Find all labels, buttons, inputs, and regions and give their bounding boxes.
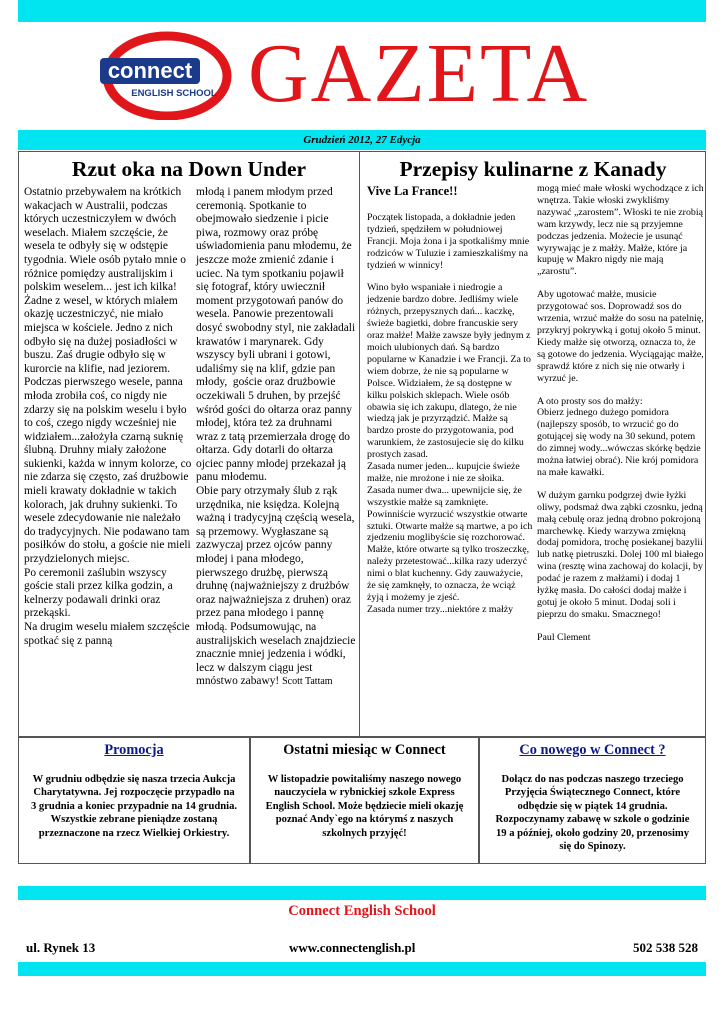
right-headline: Przepisy kulinarne z Kanady [399,157,667,181]
paragraph: mogą mieć małe włoski wychodzące z ich wnętrza. Takie włoski zwykliśmy nazywać „zarostem”. Włoski te nie zrobią wam krzywdy, lecz nie są przyjemne podczas jedzenia. Możecie je usunąć wyrywając je z małży. Małże, które ja kupuję w Makro nigdy nie mają „zarostu”. [537,183,707,278]
box-text: W listopadzie powitaliśmy naszego nowego nauczyciela w rybnickiej szkole Express English School. Może będziecie mieli okazję poznać Andy`ego na którymś z naszych szkolnych przyjęć! [265,774,464,839]
footer-address: ul. Rynek 13 [26,940,96,955]
paragraph: Początek listopada, a dokładnie jeden tydzień, spędziłem w południowej Francji. Moja żona i ja spotkaliśmy mnie rodziców w Tuluzie i zamieszkaliśmy na tydzień w winnicy! [367,211,532,271]
right-article-column-2 [537,183,707,644]
box-title: Co nowego w Connect ? [519,742,666,758]
paragraph: W dużym garnku podgrzej dwie łyżki oliwy, podsmaż dwa ząbki czosnku, jedną małą cebulę oraz jedną drobno pokrojoną marchewkę. Kiedy warzywa zmiękną dodaj pomidora, trochę posiekanej bazylii lub natkę pietruszki. Dolej 100 ml białego wina (resztę wina zachowaj do kolacji, by podać je razem z małżami) i dodaj 1 łyżkę masła. Do całości dodaj małże i gotuj je około 5 minut. Dodaj soli i pieprzu do smaku. Smacznego! [537,489,706,620]
left-article-column-1 [24,186,194,648]
paragraph: Zasada numer dwa... upewnijcie się, że wszystkie małże są zamknięte. Powinniście wyrzucić wszystkie otwarte sztuki. Otwarte małże są martwe, a po ich zjedzeniu moglibyście się rozchorować. Małże, które otwarte są tylko troszeczkę, należy przetestować...kilka razy uderzyć nimi o blat kuchenny. Gdy zauważycie, że się zamknęły, to oznacza, że wciąż żyją i możemy je zjeść. [367,484,535,603]
whats-new-box [479,737,706,864]
paragraph: A oto prosty sos do małży: Obierz jednego dużego pomidora (najlepszy sposób, to wrzucić go do gotującej się wody na 30 sekund, potem do zimnej wody...wówczas skórkę będzie można łatwiej obrać). Nie krój pomidora na małe kawałki. [537,395,701,478]
author-byline: Scott Tattam [282,676,333,688]
box-text: Dołącz do nas podczas naszego trzeciego Przyjęcia Świątecznego Connect, które odbędzie się w piątek 14 grudnia. Rozpoczynamy zabawę w szkole o godzinie 19 a później, około godziny 20, przenosimy się do Spinozy. [495,774,690,853]
footer-bar-top [18,886,706,900]
connect-logo [92,30,242,120]
footer-website[interactable]: www.connectenglish.pl [289,940,416,955]
footer-phone: 502 538 528 [633,940,698,955]
left-article-column-2 [196,186,359,689]
logo-sub: ENGLISH SCHOOL [131,88,217,99]
promo-box [18,737,250,864]
top-accent-bar [18,0,706,22]
logo-word: connect [107,58,193,83]
footer-bar-bottom [18,962,706,976]
paragraph: Aby ugotować małże, musicie przygotować sos. Doprowadź sos do wrzenia, wrzuć małże do sosu na patelnię, przykryj pokrywką i gotuj około 5 minut. Kiedy małże się otworzą, oznacza to, że są gotowe do jedzenia. Wyciągając małże, sprawdź które z nich się nie otwarły i wyrzuć je. [537,289,707,384]
right-article-column-1 [367,186,533,616]
column-divider [359,151,360,737]
left-headline: Rzut oka na Down Under [71,157,307,181]
paragraph: Wino było wspaniałe i niedrogie a jedzenie bardzo dobre. Jedliśmy wiele różnych, przepysznych dań... kaczkę, świeże bagietki, dobre francuskie sery oraz małże! Małże zawsze były jednym z moich ulubionych dań. Są bardzo popularne w Kanadzie i we Francji. Za to wiem dobrze, że nie są popularne w Polsce. Widziałem, że są dostępne w kilku polskich sklepach. Wiele osób obawia się ich zakupu, dlatego, że nie wiedzą jak je przyrządzić. Małże są bardzo proste do przygotowania, pod warunkiem, że zastosujecie się do kilku prostych zasad. [367,282,534,461]
box-title: Ostatni miesiąc w Connect [283,742,446,758]
footer-school-name: Connect English School [288,903,436,919]
author-byline: Paul Clement [537,631,591,643]
paragraph: Zasada numer jeden... kupujcie świeże małże, nie mrożone i nie ze słoika. [367,461,523,484]
masthead-title: GAZETA [248,27,590,120]
paragraph: Po ceremonii zaślubin wszyscy goście stali przez kilka godzin, a kelnerzy podawali drinki oraz przekąski. [24,566,176,620]
paragraph-text: Obie pary otrzymały ślub z rąk urzędnika, nie księdza. Kolejną ważną i tradycyjną częścią wesela, są przemowy. Wygłaszane są zazwyczaj przez ojców panny młodej i pana młodego, pierwszego drużbę, pierwszą druhnę (najważniejszy z drużbów oraz najważniejsza z druhen) oraz przez pana młodego i pannę młodą. Podsumowując, na australijskich weselach znajdziecie znacznie mniej jedzenia i wódki, lecz w dalszym ciągu jest mnóstwo zabawy! [196,485,359,688]
connect-logo-icon [92,30,242,120]
paragraph: Zasada numer trzy...niektóre z małży [367,603,514,615]
paragraph: młodą i panem młodym przed ceremonią. Spotkanie to obejmowało siedzenie i picie piwa, rozmowy oraz próbę uświadomienia panu młodemu, że jeszcze może zmienić zdanie i uciec. Na tym spotkaniu pojawił się fotograf, który uwiecznił moment przygotowań panów do wesela. Panowie prezentowali dosyć swobodny styl, nie zakładali krawatów i marynarek. Gdy wszyscy byli ubrani i gotowi, udaliśmy się na klif, gdzie pan młody, goście oraz drużbowie oczekiwali 5 druhen, by przejść wśród gości do ołtarza oraz panny młodej, która też za druhnami wraz z tatą przemierzała drogę do ołtarza. Gdy dotarli do ołtarza ojciec panny młodej przekazał ją panu młodemu. [196,186,358,484]
paragraph: Na drugim weselu miałem szczęście spotkać się z panną [24,621,193,647]
paragraph [196,485,359,689]
paragraph: Ostatnio przebywałem na krótkich wakacjach w Australii, podczas których uczestniczyłem w dwóch weselach. Miałem szczęście, że wesela te odbyły się w odstępie tygodnia. Wiele osób pytało mnie o różnice pomiędzy australijskim i polskim weselem... jest ich kilka! [24,186,189,294]
last-month-box [250,737,479,864]
paragraph: Żadne z wesel, w których miałem okazję uczestniczyć, nie miało miejsca w kościele. Jedno z nich odbyło się na dużej posiadłości w buszu. Zaś drugie odbyło się w kurorcie na klifie, nad jeziorem. Podczas pierwszego wesele, panna młoda zrobiła coś, co nigdy nie zdarzy się na polskim weselu i było to coś, czego nigdy wcześniej nie widziałem...założyła czarną suknię ślubną. Druhny miały założone sukienki, każda w innym kolorze, co nie zdarza się często, zaś drużbowie mieli krawaty dokładnie w takich kolorach, jak druhny sukienki. To wesele zdecydowanie nie należało do tradycyjnych. Nie podawano tam posiłków do stołu, a goście nie mieli przydzielonych miejsc. [24,294,195,566]
edition-date: Grudzień 2012, 27 Edycja [303,134,421,146]
box-title: Promocja [104,742,164,758]
box-text: W grudniu odbędzie się nasza trzecia Aukcja Charytatywna. Jej rozpoczęcie przypadło na 3 grudnia a koniec przypadnie na 14 grudnia. Wszystkie zebrane pieniądze zostaną przeznaczone na rzecz Wielkiej Orkiestry. [30,774,238,839]
info-boxes [18,737,706,864]
article-subhead: Vive La France!! [367,184,458,198]
